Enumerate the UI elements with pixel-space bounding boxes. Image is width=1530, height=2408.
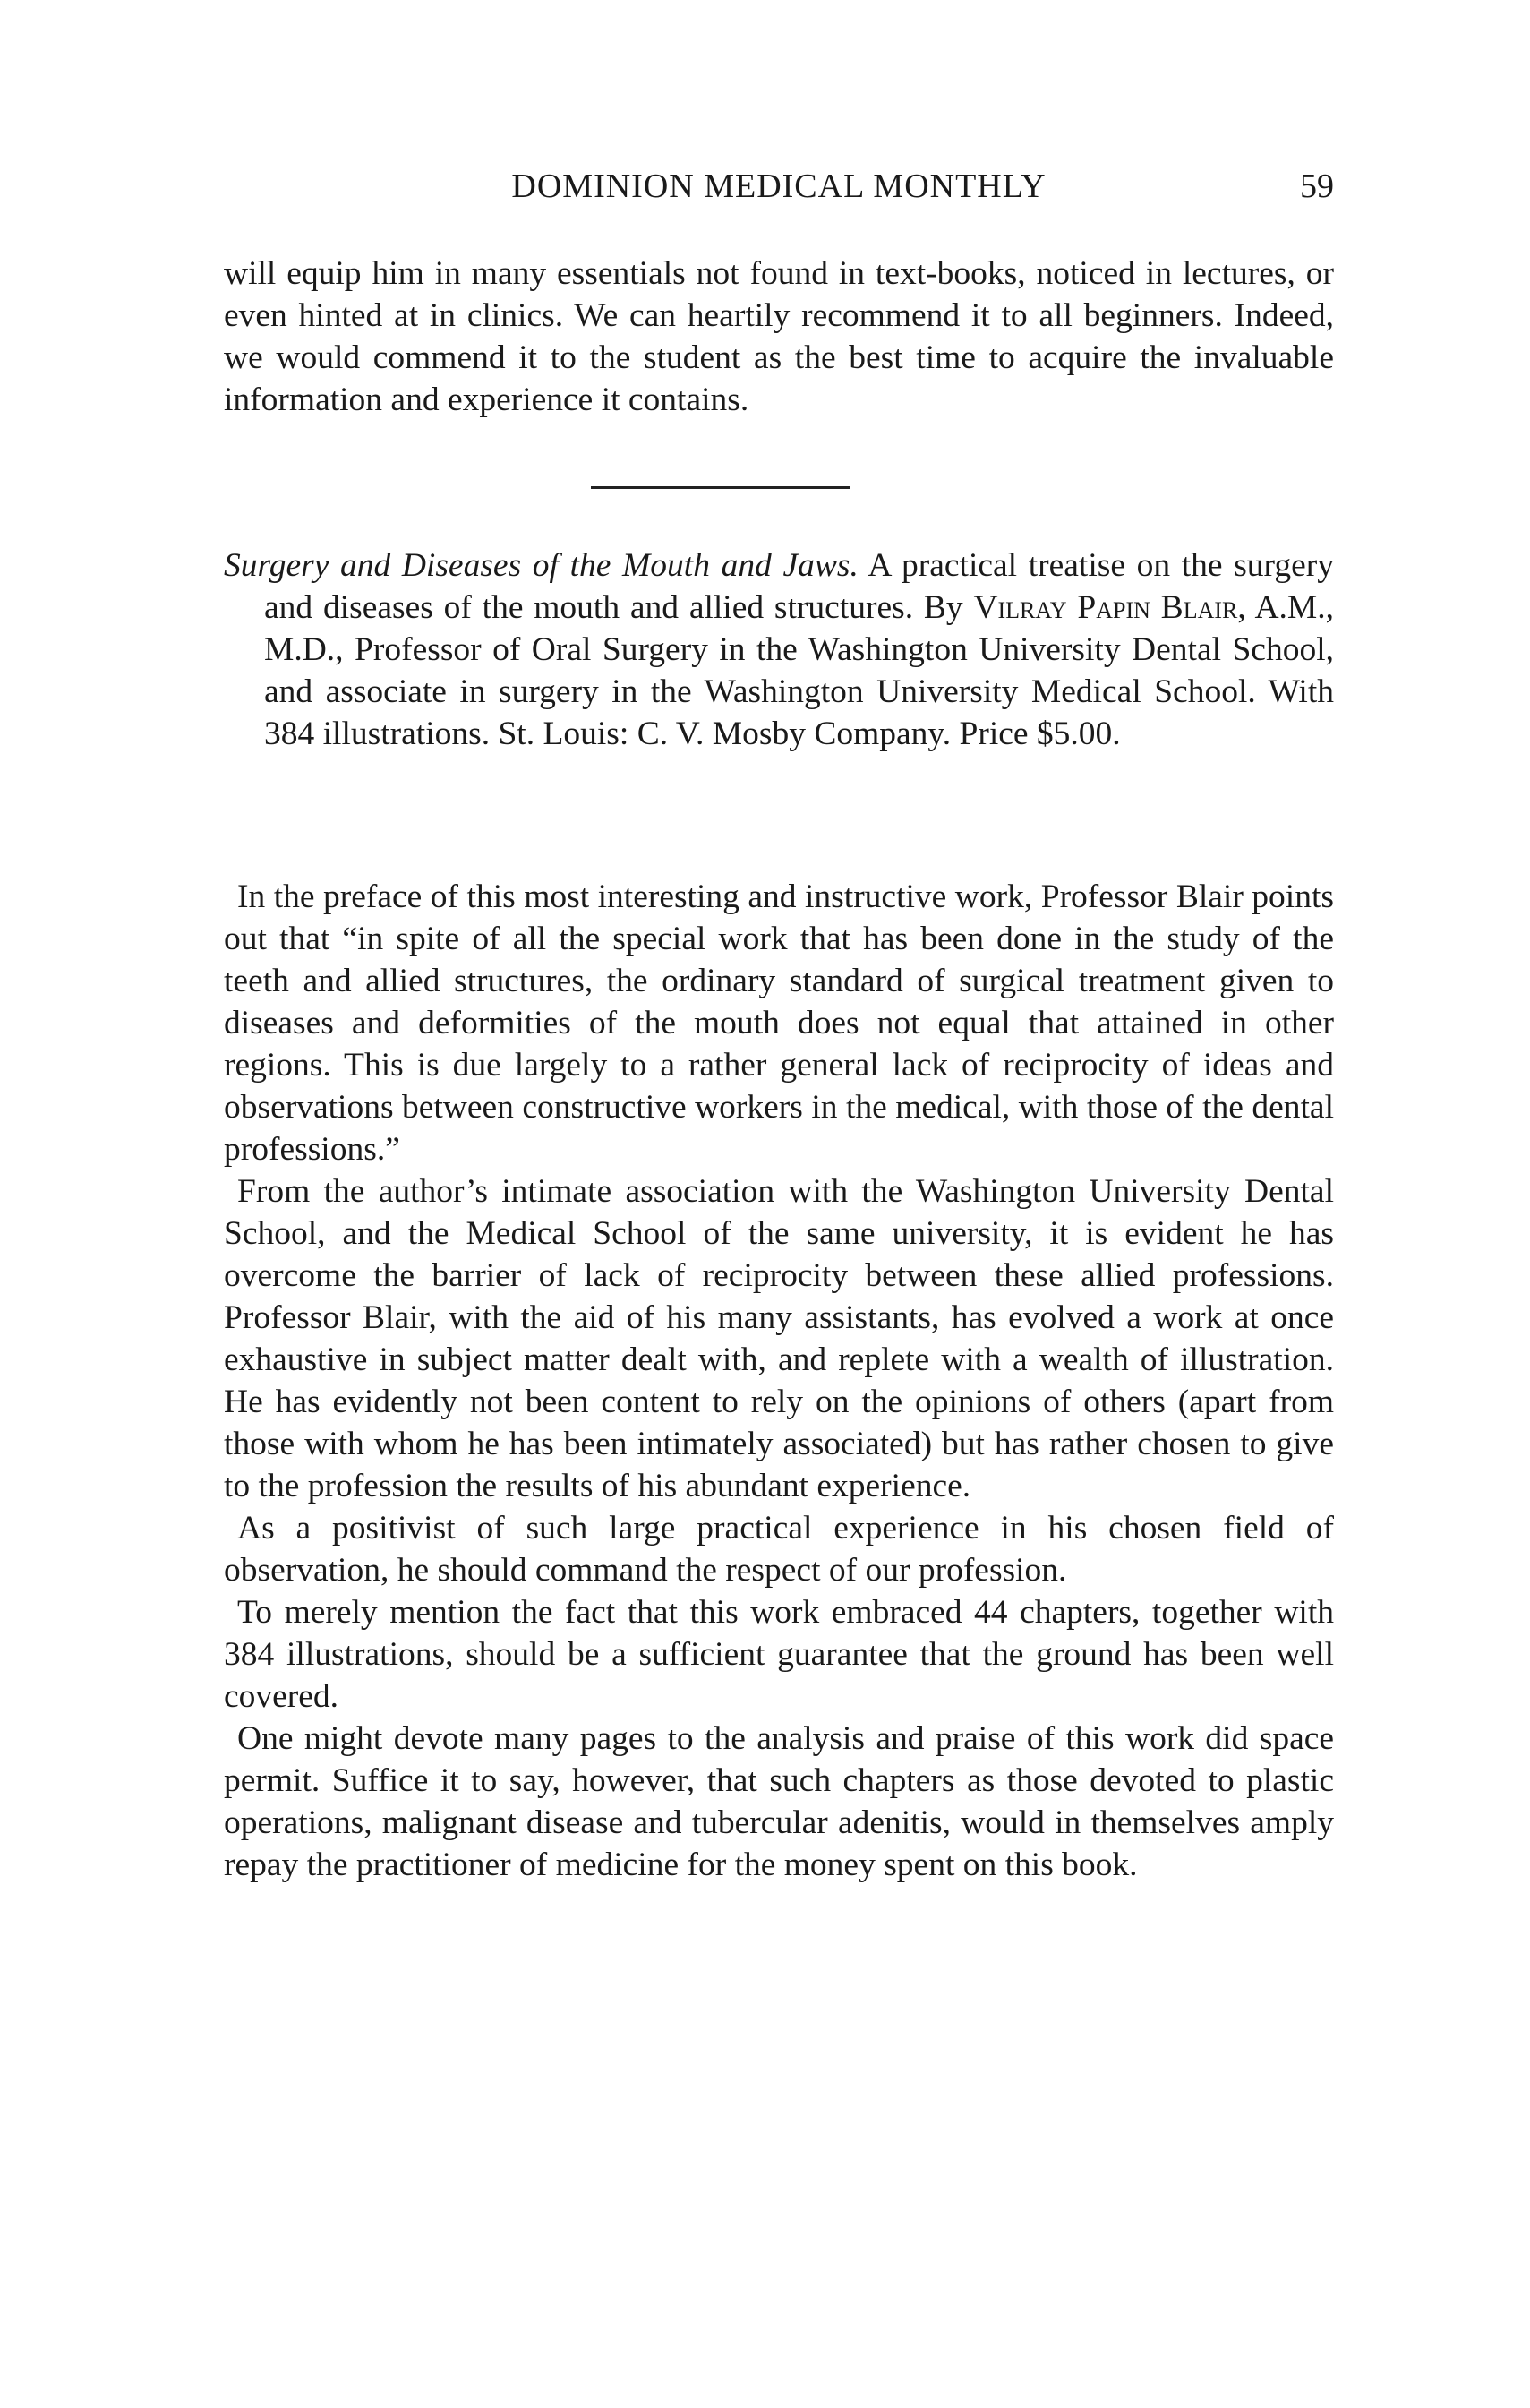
page-number: 59 — [1300, 167, 1334, 205]
review-paragraph: One might devote many pages to the analysis and praise of this work did space permit. Suffice it to say, however, that such chapters as those devoted to plastic operations, malignant disease and tubercular adenitis, would in themselves amply repay the practitioner of medicine for the money spent on this book. — [224, 1720, 1334, 1883]
intro-section — [224, 253, 1334, 421]
book-reference — [224, 544, 1334, 755]
book-description-tail: , A.M., M.D., Professor of Oral Surgery in the Washington University Dental School, and associate in surgery in the Washington University Medical School. With 384 illustrations. St. Louis: C. V. Mosby Company. Price $5.00. — [264, 589, 1335, 752]
book-description-lead: A practical treatise on the surgery and diseases of the mouth and allied structures. By — [264, 547, 1334, 626]
book-author: Vilray Papin Blair — [973, 589, 1238, 626]
review-body — [224, 876, 1334, 1886]
review-paragraph: In the preface of this most interesting and instructive work, Professor Blair points out that “in spite of all the special work that has been done in the study of the teeth and allied structures, the ordinary standard of surgical treatment given to diseases and deformities of the mouth does not equal that attained in other regions. This is due largely to a rather general lack of reciprocity of ideas and observations between constructive workers in the medical, with those of the dental professions.” — [224, 878, 1334, 1168]
review-paragraph: As a positivist of such large practical experience in his chosen field of observation, he should command the respect of our profession. — [224, 1510, 1334, 1589]
intro-paragraph: will equip him in many essentials not found in text-books, noticed in lectures, or even hinted at in clinics. We can heartily recommend it to all beginners. Indeed, we would commend it to the student as the best time to acquire the invaluable information and experience it contains. — [224, 255, 1334, 418]
review-paragraph: To merely mention the fact that this work embraced 44 chapters, together with 384 illustrations, should be a sufficient guarantee that the ground has been well covered. — [224, 1594, 1334, 1715]
review-paragraph: From the author’s intimate association with the Washington University Dental School, and the Medical School of the same university, it is evident he has overcome the barrier of lack of reciprocity between these allied professions. Professor Blair, with the aid of his many assistants, has evolved a work at once exhaustive in subject matter dealt with, and replete with a wealth of illustration. He has evidently not been content to rely on the opinions of others (apart from those with whom he has been intimately associated) but has rather chosen to give to the profession the results of his abundant experience. — [224, 1173, 1334, 1504]
running-title: DOMINION MEDICAL MONTHLY — [511, 167, 1047, 205]
book-title: Surgery and Diseases of the Mouth and Jaws. — [224, 547, 859, 584]
section-divider — [591, 486, 850, 489]
running-head — [224, 167, 1334, 211]
